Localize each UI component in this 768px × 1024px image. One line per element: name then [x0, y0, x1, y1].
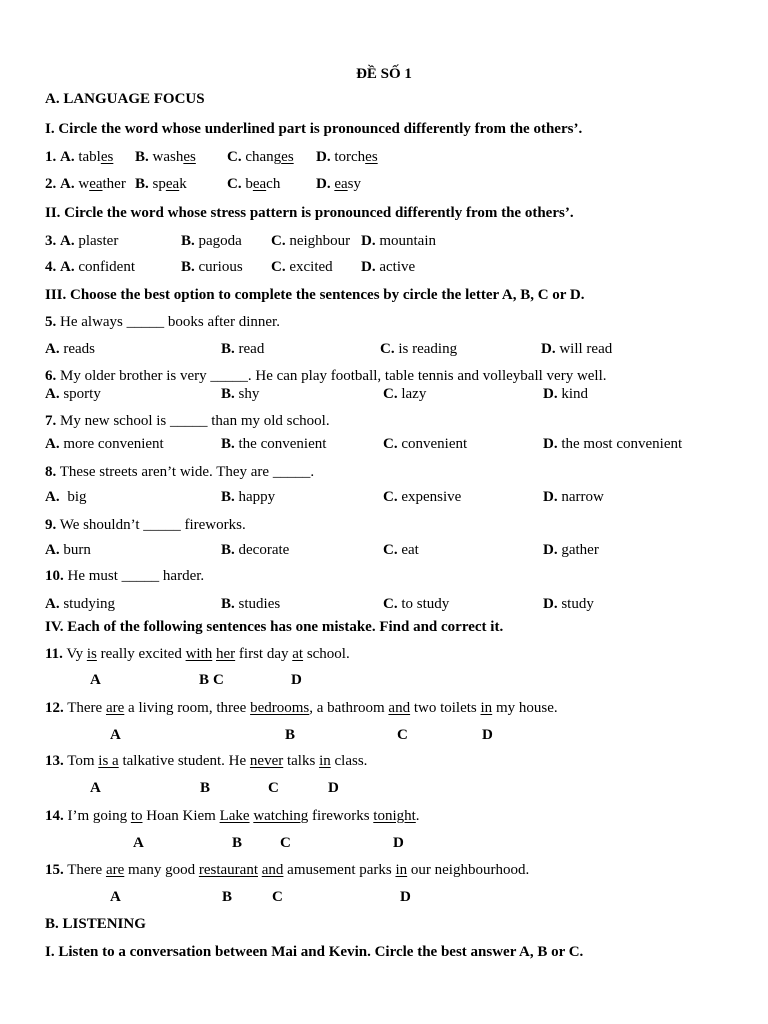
option-c — [271, 233, 350, 250]
exercise-1-instruction: I. Circle the word whose underlined part is pronounced differently from the others’. — [45, 121, 583, 137]
option-word — [334, 149, 377, 165]
option-letter: A. — [45, 386, 60, 402]
option-a — [45, 489, 87, 506]
option-b — [221, 489, 275, 506]
sentence-text: There — [67, 862, 103, 878]
underlined-part-b: restaurant — [198, 862, 258, 878]
option-a — [45, 596, 115, 613]
exercise-2-instruction: II. Circle the word whose stress pattern is pronounced differently from the others’. — [45, 205, 574, 221]
option-letter: A. — [60, 233, 75, 249]
option-text: kind — [561, 386, 589, 402]
option-text: the most convenient — [561, 436, 683, 452]
question-number: 14. — [45, 808, 64, 824]
question-stem: He must _____ harder. — [67, 568, 205, 584]
sentence-text: I’m going — [67, 808, 128, 824]
option-c — [227, 149, 294, 166]
sentence-text: two toilets — [413, 700, 477, 716]
option-d — [541, 341, 612, 358]
underlined-sound: es — [281, 149, 294, 165]
word-part: wash — [152, 149, 184, 165]
option-letter: C. — [383, 436, 398, 452]
sentence-text: There — [67, 700, 103, 716]
underlined-sound: es — [365, 149, 378, 165]
part-label-c: C — [268, 780, 279, 796]
option-text: is reading — [398, 341, 458, 357]
underlined-sound: ea — [334, 176, 348, 192]
option-letter: B. — [181, 259, 195, 275]
option-text: narrow — [561, 489, 604, 505]
part-label-b: B — [200, 780, 211, 796]
word-part: sy — [347, 176, 362, 192]
question-number: 2. — [45, 176, 57, 192]
word-part: w — [78, 176, 90, 192]
underlined-sound: ea — [252, 176, 267, 192]
option-letter: C. — [227, 149, 242, 165]
option-d — [316, 176, 361, 193]
option-d — [543, 596, 594, 613]
underlined-part-c: watching — [253, 808, 309, 824]
sentence-text: Tom — [67, 753, 95, 769]
underlined-sound: ea — [165, 176, 180, 192]
word-part: b — [245, 176, 253, 192]
question-11 — [45, 646, 350, 663]
underlined-part-a: to — [130, 808, 143, 824]
part-label-a: A — [90, 672, 101, 688]
option-letter: D. — [543, 596, 558, 612]
option-c — [271, 259, 333, 276]
option-text: neighbour — [289, 233, 351, 249]
option-letter: D. — [543, 386, 558, 402]
part-label-b: B — [222, 889, 233, 905]
sentence-text: amusement parks — [287, 862, 392, 878]
question-stem: He always _____ books after dinner. — [60, 314, 280, 330]
option-text: eat — [401, 542, 419, 558]
option-c — [380, 341, 457, 358]
question-1 — [45, 149, 378, 166]
option-letter: A. — [45, 596, 60, 612]
underlined-part-b: with — [185, 646, 213, 662]
word-part: ther — [102, 176, 126, 192]
question-7 — [45, 413, 330, 430]
option-a — [45, 436, 164, 453]
option-letter: B. — [181, 233, 195, 249]
part-label-b: B — [199, 672, 210, 688]
underlined-part-c: and — [388, 700, 411, 716]
question-13 — [45, 753, 367, 770]
underlined-part-d: in — [480, 700, 493, 716]
question-stem: My older brother is very _____. He can play football, table tennis and volleyball very well. — [60, 368, 607, 384]
question-number: 11. — [45, 646, 63, 662]
question-number: 6. — [45, 368, 57, 384]
option-text: big — [67, 489, 87, 505]
option-letter: D. — [361, 233, 376, 249]
option-letter: D. — [543, 436, 558, 452]
option-a — [45, 341, 95, 358]
question-number: 12. — [45, 700, 64, 716]
option-letter: A. — [45, 436, 60, 452]
question-number: 8. — [45, 464, 57, 480]
option-word — [245, 176, 280, 192]
option-text: convenient — [401, 436, 468, 452]
option-word — [78, 149, 113, 165]
exam-title: ĐỀ SỐ 1 — [356, 66, 412, 82]
option-text: study — [561, 596, 594, 612]
part-label-c: C — [280, 835, 291, 851]
option-text: plaster — [78, 233, 119, 249]
option-b — [135, 176, 187, 193]
sentence-text: our neighbourhood. — [410, 862, 530, 878]
option-text: the convenient — [238, 436, 327, 452]
option-b — [181, 233, 242, 250]
word-part: chang — [245, 149, 282, 165]
question-4 — [45, 259, 416, 276]
option-letter: B. — [221, 341, 235, 357]
option-letter: C. — [383, 489, 398, 505]
option-text: decorate — [238, 542, 290, 558]
sentence-text: class. — [334, 753, 368, 769]
option-text: more convenient — [63, 436, 164, 452]
option-d — [361, 259, 415, 276]
question-number: 7. — [45, 413, 57, 429]
question-number: 4. — [45, 259, 57, 275]
sentence-text: talkative student. He — [122, 753, 247, 769]
option-a — [45, 542, 91, 559]
question-number: 13. — [45, 753, 64, 769]
question-stem: These streets aren’t wide. They are _____. — [59, 464, 315, 480]
question-2 — [45, 176, 362, 193]
part-label-a: A — [90, 780, 101, 796]
option-letter: D. — [316, 149, 331, 165]
option-c — [383, 542, 419, 559]
option-text: studying — [63, 596, 116, 612]
underlined-part-a: are — [105, 700, 125, 716]
option-letter: B. — [221, 542, 235, 558]
option-b — [221, 341, 264, 358]
sentence-text: , a bathroom — [309, 700, 385, 716]
option-word — [78, 176, 126, 192]
sentence-text: really excited — [100, 646, 182, 662]
option-c — [227, 176, 280, 193]
underlined-part-c: and — [261, 862, 284, 878]
option-b — [181, 259, 243, 276]
word-part: sp — [152, 176, 166, 192]
question-number: 1. — [45, 149, 57, 165]
exercise-4-instruction: IV. Each of the following sentences has one mistake. Find and correct it. — [45, 619, 504, 635]
option-d — [543, 542, 599, 559]
option-d — [543, 436, 682, 453]
option-text: expensive — [401, 489, 462, 505]
sentence-text: a living room, three — [128, 700, 247, 716]
option-text: sporty — [63, 386, 101, 402]
option-letter: B. — [135, 149, 149, 165]
question-stem: We shouldn’t _____ fireworks. — [59, 517, 246, 533]
option-letter: A. — [60, 259, 75, 275]
option-text: pagoda — [198, 233, 242, 249]
option-letter: D. — [543, 489, 558, 505]
option-d — [361, 233, 436, 250]
option-b — [221, 596, 280, 613]
underlined-part-b: Lake — [219, 808, 250, 824]
sentence-text: fireworks — [312, 808, 370, 824]
option-word — [153, 149, 196, 165]
part-label-d: D — [482, 727, 493, 743]
option-text: to study — [401, 596, 450, 612]
part-label-d: D — [393, 835, 404, 851]
part-label-d: D — [291, 672, 302, 688]
question-6 — [45, 368, 607, 385]
option-word — [153, 176, 187, 192]
word-part: ch — [266, 176, 281, 192]
option-text: curious — [198, 259, 243, 275]
option-letter: B. — [221, 386, 235, 402]
option-text: reads — [63, 341, 95, 357]
option-letter: D. — [541, 341, 556, 357]
underlined-part: in — [319, 753, 331, 769]
option-letter: B. — [221, 436, 235, 452]
underlined-sound: es — [100, 149, 114, 165]
option-letter: C. — [380, 341, 395, 357]
part-label-b: B — [232, 835, 243, 851]
underlined-sound: es — [183, 149, 196, 165]
underlined-part: is a — [98, 753, 119, 769]
part-label-c: C — [213, 672, 224, 688]
option-letter: A. — [45, 489, 60, 505]
question-15 — [45, 862, 529, 879]
word-part: torch — [334, 149, 366, 165]
sentence-text: school. — [306, 646, 350, 662]
part-label-d: D — [400, 889, 411, 905]
option-letter: A. — [45, 542, 60, 558]
option-text: mountain — [379, 233, 437, 249]
option-letter: A. — [60, 149, 75, 165]
question-number: 5. — [45, 314, 57, 330]
option-letter: C. — [383, 542, 398, 558]
option-b — [221, 386, 259, 403]
option-b — [221, 542, 289, 559]
section-a-heading: A. LANGUAGE FOCUS — [45, 91, 205, 107]
underlined-part-b: bedrooms — [250, 700, 310, 716]
question-12 — [45, 700, 558, 717]
option-a — [60, 259, 135, 275]
part-label-c: C — [272, 889, 283, 905]
underlined-part-d: in — [395, 862, 408, 878]
part-label-d: D — [328, 780, 339, 796]
question-stem: My new school is _____ than my old school. — [60, 413, 330, 429]
option-d — [543, 489, 604, 506]
part-label-a: A — [133, 835, 144, 851]
option-letter: B. — [221, 596, 235, 612]
option-text: will read — [559, 341, 613, 357]
option-word — [245, 149, 293, 165]
question-number: 15. — [45, 862, 64, 878]
option-text: burn — [63, 542, 91, 558]
option-letter: C. — [227, 176, 242, 192]
underlined-part: never — [249, 753, 284, 769]
option-text: gather — [561, 542, 599, 558]
option-text: shy — [238, 386, 260, 402]
sentence-text: Vy — [66, 646, 84, 662]
option-letter: C. — [271, 259, 286, 275]
option-a — [45, 386, 101, 403]
option-a — [60, 176, 126, 192]
question-number: 10. — [45, 568, 64, 584]
option-b — [221, 436, 326, 453]
part-label-b: B — [285, 727, 296, 743]
sentence-text: my house. — [495, 700, 558, 716]
option-word — [334, 176, 361, 192]
underlined-part-d: at — [292, 646, 304, 662]
option-text: excited — [289, 259, 333, 275]
option-a — [60, 233, 118, 249]
option-d — [543, 386, 588, 403]
underlined-sound: ea — [89, 176, 103, 192]
question-3 — [45, 233, 437, 250]
option-letter: C. — [383, 596, 398, 612]
option-letter: D. — [361, 259, 376, 275]
option-letter: A. — [45, 341, 60, 357]
option-text: studies — [238, 596, 281, 612]
word-part: tabl — [78, 149, 101, 165]
sentence-text: talks — [286, 753, 316, 769]
question-10 — [45, 568, 204, 585]
option-a — [60, 149, 113, 165]
part-label-a: A — [110, 889, 121, 905]
option-letter: D. — [316, 176, 331, 192]
option-c — [383, 489, 461, 506]
option-text: lazy — [401, 386, 427, 402]
sentence-text: first day — [238, 646, 289, 662]
option-letter: B. — [221, 489, 235, 505]
word-part: k — [179, 176, 187, 192]
option-text: happy — [238, 489, 276, 505]
option-c — [383, 386, 426, 403]
question-14 — [45, 808, 420, 825]
question-number: 3. — [45, 233, 57, 249]
sentence-text: . — [415, 808, 420, 824]
question-8 — [45, 464, 314, 481]
option-text: confident — [78, 259, 135, 275]
section-b-heading: B. LISTENING — [45, 916, 146, 932]
option-letter: A. — [60, 176, 75, 192]
underlined-part-c: her — [216, 646, 236, 662]
option-letter: C. — [271, 233, 286, 249]
option-letter: C. — [383, 386, 398, 402]
option-d — [316, 149, 378, 166]
underlined-part-d: tonight — [373, 808, 416, 824]
part-label-c: C — [397, 727, 408, 743]
underlined-part-a: are — [105, 862, 125, 878]
listening-exercise-1-instruction: I. Listen to a conversation between Mai and Kevin. Circle the best answer A, B or C. — [45, 944, 584, 960]
sentence-text: Hoan Kiem — [146, 808, 216, 824]
part-label-a: A — [110, 727, 121, 743]
question-5 — [45, 314, 280, 331]
option-text: active — [379, 259, 416, 275]
option-c — [383, 436, 467, 453]
question-9 — [45, 517, 246, 534]
option-text: read — [238, 341, 265, 357]
option-letter: B. — [135, 176, 149, 192]
question-number: 9. — [45, 517, 57, 533]
underlined-part-a: is — [86, 646, 97, 662]
option-letter: D. — [543, 542, 558, 558]
option-b — [135, 149, 196, 166]
option-c — [383, 596, 449, 613]
sentence-text: many good — [128, 862, 196, 878]
exercise-3-instruction: III. Choose the best option to complete the sentences by circle the letter A, B, C or D. — [45, 287, 585, 303]
